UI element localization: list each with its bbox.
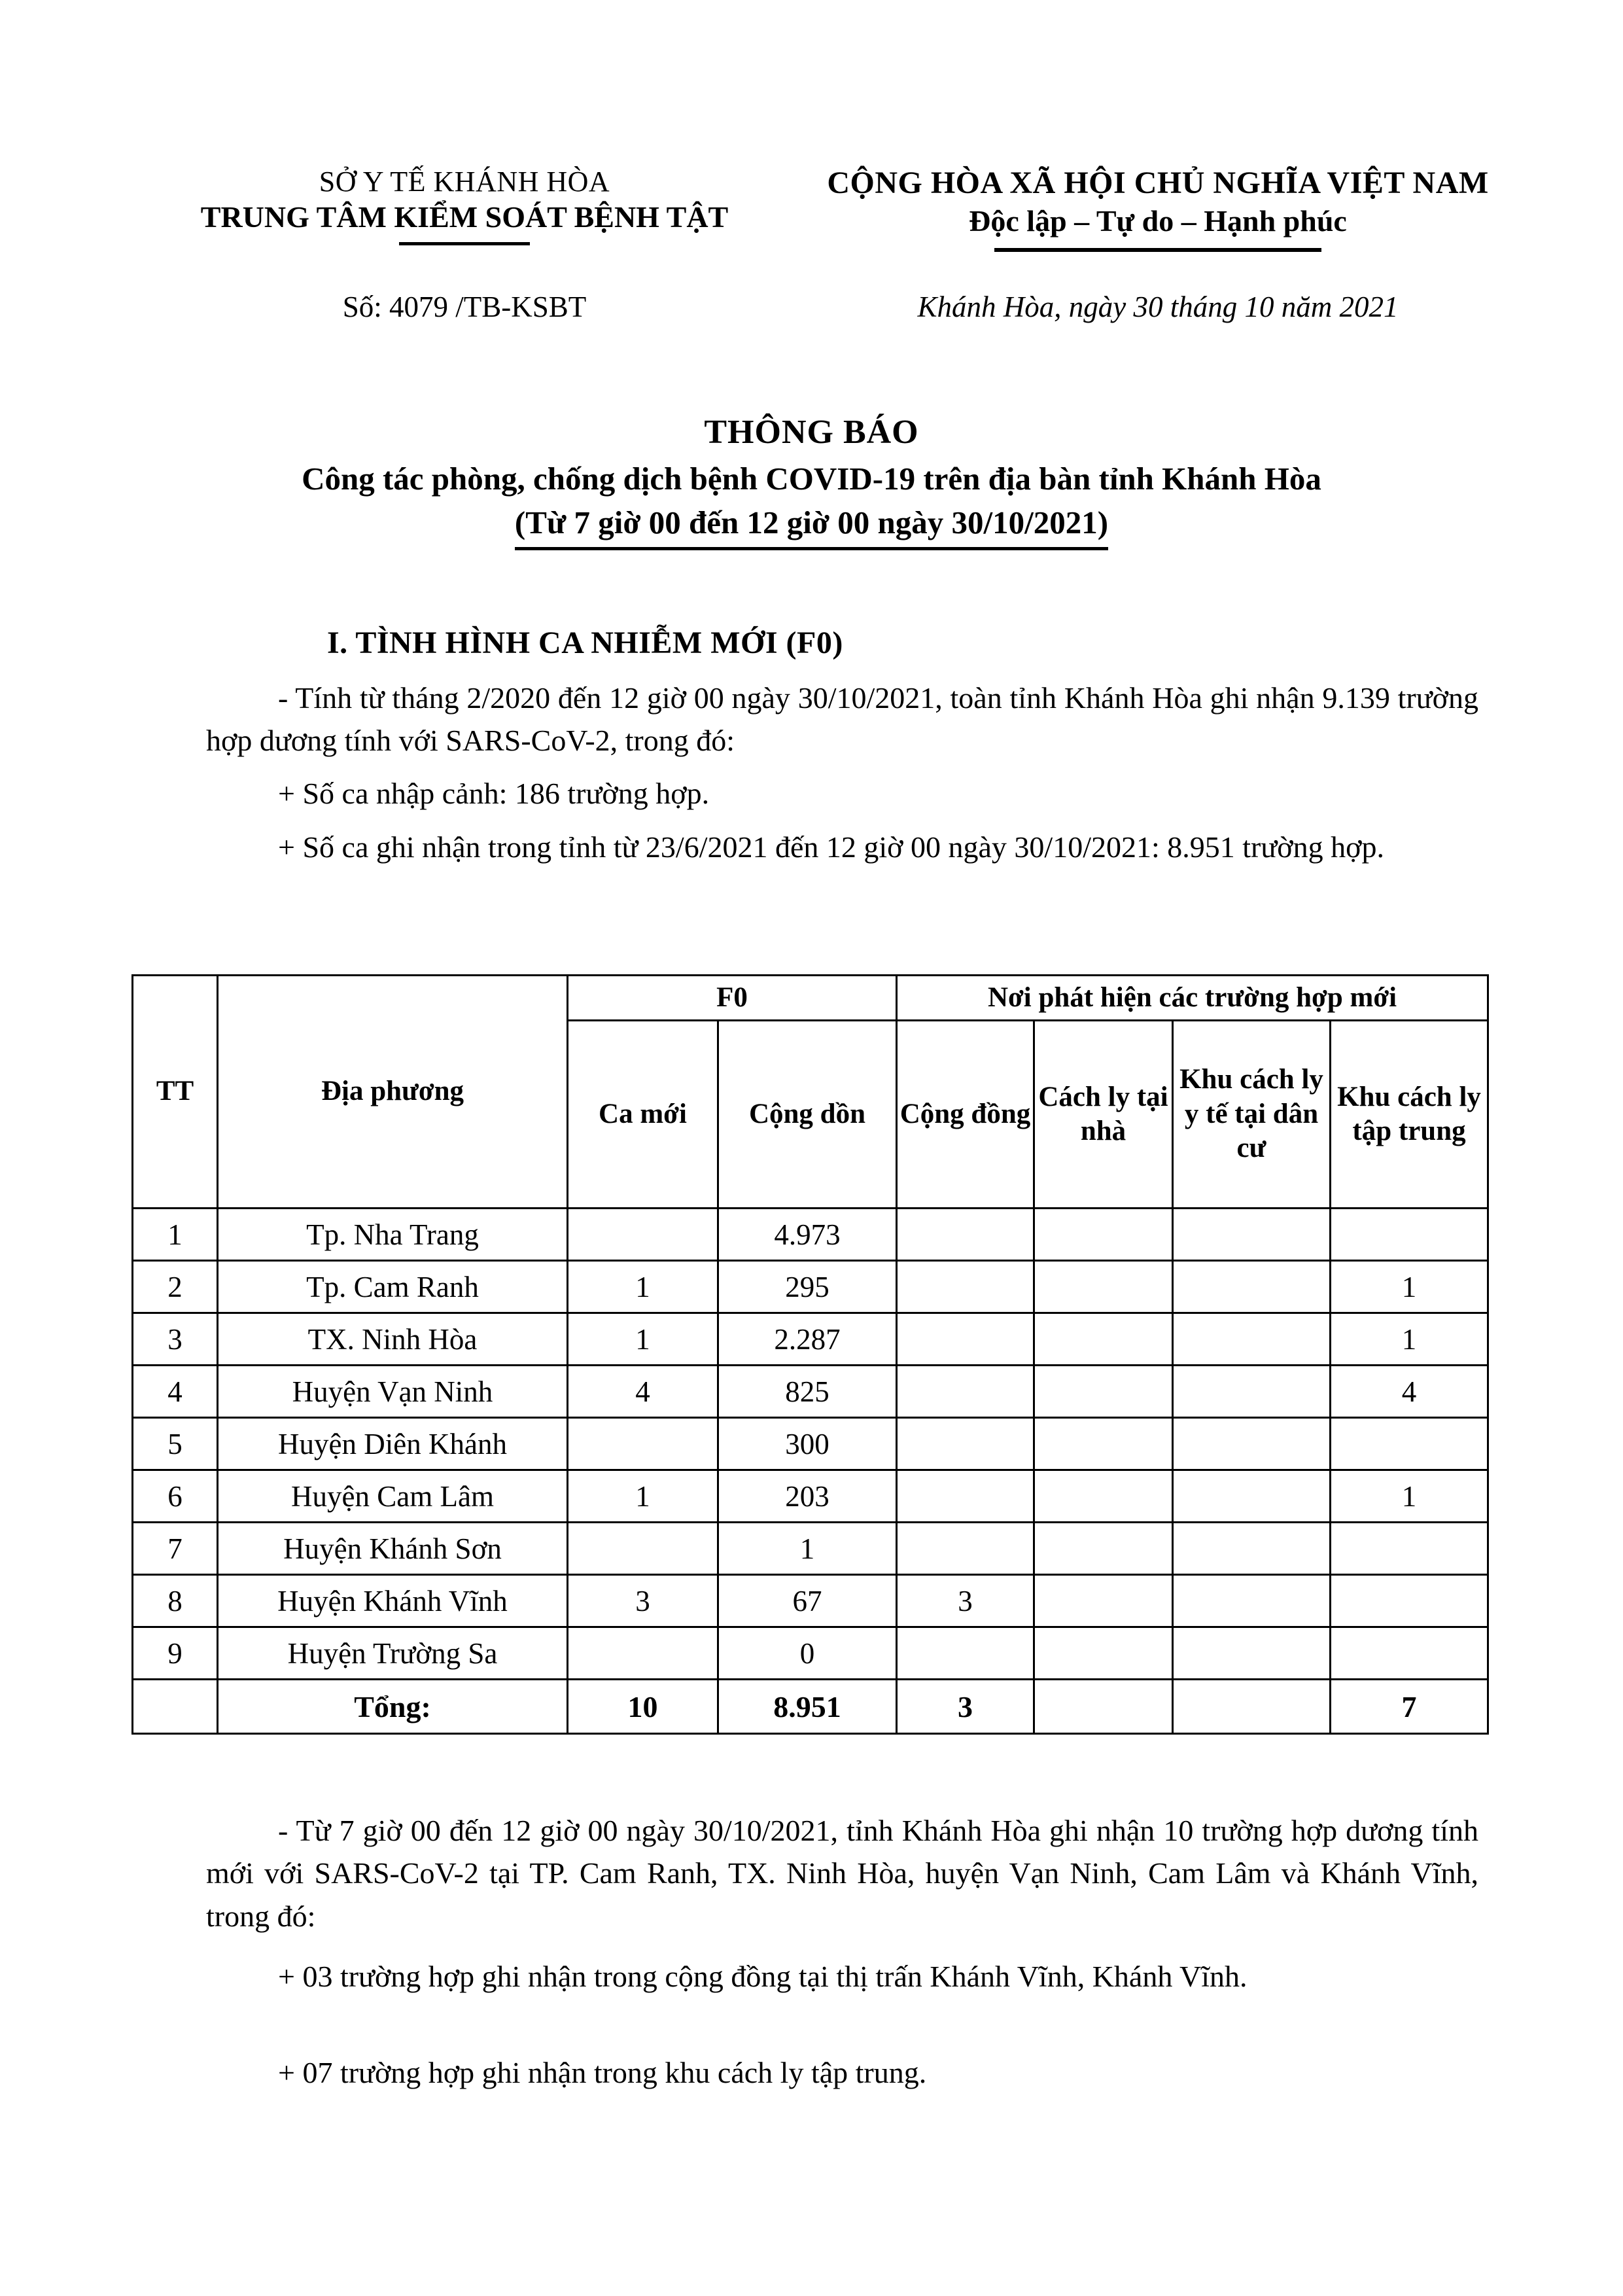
row-community bbox=[897, 1418, 1034, 1470]
row-locality: Huyện Khánh Vĩnh bbox=[218, 1575, 568, 1627]
covid-statistics-table-wrapper bbox=[131, 974, 1487, 1735]
row-home-quarantine bbox=[1034, 1627, 1173, 1680]
national-heading bbox=[811, 165, 1505, 252]
row-home-quarantine bbox=[1034, 1209, 1173, 1261]
total-new-cases: 10 bbox=[568, 1680, 718, 1734]
section1-note-paragraph-3: + 07 trường hợp ghi nhận trong khu cách ly tập trung. bbox=[278, 2056, 927, 2089]
place-and-date: Khánh Hòa, ngày 30 tháng 10 năm 2021 bbox=[917, 291, 1399, 323]
row-community bbox=[897, 1366, 1034, 1418]
row-new-cases: 4 bbox=[568, 1366, 718, 1418]
row-index: 6 bbox=[133, 1470, 218, 1523]
covid-statistics-table bbox=[131, 974, 1489, 1735]
row-index: 7 bbox=[133, 1523, 218, 1575]
row-cumulative: 0 bbox=[718, 1627, 897, 1680]
row-index: 3 bbox=[133, 1313, 218, 1366]
row-community bbox=[897, 1209, 1034, 1261]
row-community bbox=[897, 1627, 1034, 1680]
section1-paragraph-1: - Tính từ tháng 2/2020 đến 12 giờ 00 ngày 30/10/2021, toàn tỉnh Khánh Hòa ghi nhận 9.139 trường hợp dương tính với SARS-CoV-2, trong đó: bbox=[206, 681, 1478, 758]
table-row bbox=[133, 1523, 1488, 1575]
row-new-cases bbox=[568, 1523, 718, 1575]
row-medical-quarantine bbox=[1173, 1418, 1331, 1470]
table-body bbox=[133, 1209, 1488, 1680]
row-locality: Huyện Diên Khánh bbox=[218, 1418, 568, 1470]
row-index: 8 bbox=[133, 1575, 218, 1627]
th-home-quarantine: Cách ly tại nhà bbox=[1034, 1021, 1173, 1209]
row-new-cases: 1 bbox=[568, 1313, 718, 1366]
row-cumulative: 67 bbox=[718, 1575, 897, 1627]
row-community bbox=[897, 1261, 1034, 1313]
page-title: THÔNG BÁO bbox=[704, 414, 919, 451]
row-community: 3 bbox=[897, 1575, 1034, 1627]
row-community bbox=[897, 1313, 1034, 1366]
total-empty-idx bbox=[133, 1680, 218, 1734]
table-row bbox=[133, 1470, 1488, 1523]
table-row bbox=[133, 1313, 1488, 1366]
th-centralized-quarantine: Khu cách ly tập trung bbox=[1331, 1021, 1488, 1209]
department-name: SỞ Y TẾ KHÁNH HÒA bbox=[319, 166, 610, 198]
row-locality: Tp. Cam Ranh bbox=[218, 1261, 568, 1313]
section1-note-paragraph-1: - Từ 7 giờ 00 đến 12 giờ 00 ngày 30/10/2021, tỉnh Khánh Hòa ghi nhận 10 trường hợp dương tính mới với SARS-CoV-2 tại TP. Cam Ranh, TX. Ninh Hòa, huyện Vạn Ninh, Cam Lâm và Khánh Vĩnh, trong đó: bbox=[206, 1814, 1478, 1933]
row-locality: TX. Ninh Hòa bbox=[218, 1313, 568, 1366]
issuing-organization bbox=[170, 165, 759, 252]
table-row bbox=[133, 1418, 1488, 1470]
row-new-cases: 1 bbox=[568, 1261, 718, 1313]
th-new-cases: Ca mới bbox=[568, 1021, 718, 1209]
total-home bbox=[1034, 1680, 1173, 1734]
section1-paragraph-2: + Số ca nhập cảnh: 186 trường hợp. bbox=[278, 777, 710, 810]
document-header bbox=[0, 165, 1623, 252]
org-divider-rule bbox=[399, 242, 530, 245]
row-cumulative: 1 bbox=[718, 1523, 897, 1575]
row-new-cases: 1 bbox=[568, 1470, 718, 1523]
row-new-cases bbox=[568, 1209, 718, 1261]
row-home-quarantine bbox=[1034, 1313, 1173, 1366]
th-locality: Địa phương bbox=[218, 976, 568, 1209]
row-locality: Huyện Khánh Sơn bbox=[218, 1523, 568, 1575]
row-cumulative: 295 bbox=[718, 1261, 897, 1313]
row-centralized-quarantine: 4 bbox=[1331, 1366, 1488, 1418]
title-subtitle-line-1: Công tác phòng, chống dịch bệnh COVID-19 trên địa bàn tỉnh Khánh Hòa bbox=[302, 461, 1321, 497]
row-medical-quarantine bbox=[1173, 1261, 1331, 1313]
table-row bbox=[133, 1575, 1488, 1627]
row-new-cases bbox=[568, 1418, 718, 1470]
title-subtitle-line-2: (Từ 7 giờ 00 đến 12 giờ 00 ngày 30/10/2021) bbox=[515, 502, 1108, 550]
row-cumulative: 203 bbox=[718, 1470, 897, 1523]
th-cumulative: Cộng dồn bbox=[718, 1021, 897, 1209]
table-footer bbox=[133, 1680, 1488, 1734]
total-community: 3 bbox=[897, 1680, 1034, 1734]
table-total-row bbox=[133, 1680, 1488, 1734]
table-row bbox=[133, 1627, 1488, 1680]
national-motto: Độc lập – Tự do – Hạnh phúc bbox=[969, 203, 1347, 238]
row-locality: Huyện Cam Lâm bbox=[218, 1470, 568, 1523]
section1-note-paragraph-2: + 03 trường hợp ghi nhận trong cộng đồng tại thị trấn Khánh Vĩnh, Khánh Vĩnh. bbox=[278, 1960, 1248, 1993]
row-locality: Huyện Vạn Ninh bbox=[218, 1366, 568, 1418]
total-label: Tổng: bbox=[218, 1680, 568, 1734]
total-central: 7 bbox=[1331, 1680, 1488, 1734]
row-cumulative: 300 bbox=[718, 1418, 897, 1470]
section1-paragraph-3: + Số ca ghi nhận trong tỉnh từ 23/6/2021 đến 12 giờ 00 ngày 30/10/2021: 8.951 trường hợp. bbox=[278, 830, 1384, 864]
row-home-quarantine bbox=[1034, 1470, 1173, 1523]
row-home-quarantine bbox=[1034, 1366, 1173, 1418]
table-header-row-group bbox=[133, 976, 1488, 1021]
row-medical-quarantine bbox=[1173, 1523, 1331, 1575]
row-home-quarantine bbox=[1034, 1575, 1173, 1627]
th-f0-group: F0 bbox=[568, 976, 897, 1021]
th-tt: TT bbox=[133, 976, 218, 1209]
row-medical-quarantine bbox=[1173, 1470, 1331, 1523]
row-medical-quarantine bbox=[1173, 1313, 1331, 1366]
table-row bbox=[133, 1366, 1488, 1418]
row-index: 9 bbox=[133, 1627, 218, 1680]
document-title-block bbox=[131, 411, 1492, 550]
row-medical-quarantine bbox=[1173, 1627, 1331, 1680]
row-new-cases: 3 bbox=[568, 1575, 718, 1627]
country-name: CỘNG HÒA XÃ HỘI CHỦ NGHĨA VIỆT NAM bbox=[827, 166, 1489, 200]
row-new-cases bbox=[568, 1627, 718, 1680]
row-locality: Tp. Nha Trang bbox=[218, 1209, 568, 1261]
table-row bbox=[133, 1209, 1488, 1261]
total-medical bbox=[1173, 1680, 1331, 1734]
th-community: Cộng đồng bbox=[897, 1021, 1034, 1209]
center-name: TRUNG TÂM KIỂM SOÁT BỆNH TẬT bbox=[200, 200, 729, 234]
row-community bbox=[897, 1523, 1034, 1575]
row-community bbox=[897, 1470, 1034, 1523]
row-medical-quarantine bbox=[1173, 1366, 1331, 1418]
row-centralized-quarantine: 1 bbox=[1331, 1470, 1488, 1523]
row-cumulative: 2.287 bbox=[718, 1313, 897, 1366]
row-home-quarantine bbox=[1034, 1523, 1173, 1575]
row-centralized-quarantine bbox=[1331, 1575, 1488, 1627]
row-centralized-quarantine: 1 bbox=[1331, 1261, 1488, 1313]
document-number: Số: 4079 /TB-KSBT bbox=[342, 291, 587, 323]
th-detection-group: Nơi phát hiện các trường hợp mới bbox=[897, 976, 1488, 1021]
row-centralized-quarantine bbox=[1331, 1523, 1488, 1575]
row-index: 2 bbox=[133, 1261, 218, 1313]
row-home-quarantine bbox=[1034, 1261, 1173, 1313]
row-home-quarantine bbox=[1034, 1418, 1173, 1470]
row-centralized-quarantine: 1 bbox=[1331, 1313, 1488, 1366]
row-index: 1 bbox=[133, 1209, 218, 1261]
row-centralized-quarantine bbox=[1331, 1627, 1488, 1680]
row-index: 4 bbox=[133, 1366, 218, 1418]
table-row bbox=[133, 1261, 1488, 1313]
row-cumulative: 4.973 bbox=[718, 1209, 897, 1261]
section-heading-1: I. TÌNH HÌNH CA NHIỄM MỚI (F0) bbox=[327, 626, 843, 660]
table-header bbox=[133, 976, 1488, 1209]
row-locality: Huyện Trường Sa bbox=[218, 1627, 568, 1680]
th-medical-quarantine-residential: Khu cách ly y tế tại dân cư bbox=[1173, 1021, 1331, 1209]
row-centralized-quarantine bbox=[1331, 1209, 1488, 1261]
row-index: 5 bbox=[133, 1418, 218, 1470]
total-cumulative: 8.951 bbox=[718, 1680, 897, 1734]
row-medical-quarantine bbox=[1173, 1575, 1331, 1627]
row-cumulative: 825 bbox=[718, 1366, 897, 1418]
row-centralized-quarantine bbox=[1331, 1418, 1488, 1470]
motto-divider-rule bbox=[994, 248, 1321, 252]
row-medical-quarantine bbox=[1173, 1209, 1331, 1261]
